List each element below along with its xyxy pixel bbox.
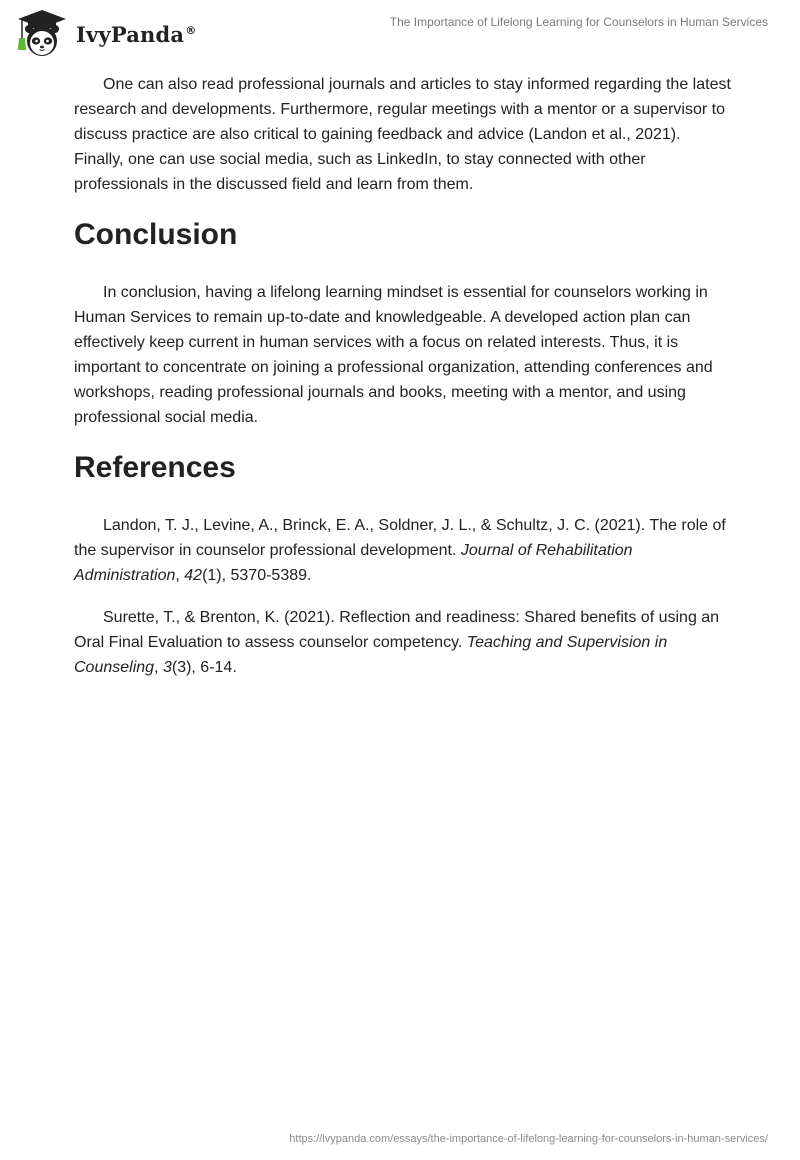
logo-text (76, 22, 196, 47)
reference-volume: 3 (162, 659, 172, 676)
panda-graduate-icon (14, 8, 70, 58)
reference-journal: Journal of Rehabilitation Administration (74, 542, 633, 584)
reference-separator: , (175, 567, 185, 584)
registered-mark: ® (185, 23, 197, 37)
source-url[interactable]: https://ivypanda.com/essays/the-importance-of-lifelong-learning-for-counselors-in-human-services/ (289, 1133, 768, 1145)
reference-issue-pages: (3), 6-14. (171, 659, 237, 676)
reference-entry (74, 605, 734, 680)
reference-entry (74, 513, 734, 588)
conclusion-paragraph: In conclusion, having a lifelong learning mindset is essential for counselors working in Human Services to remain up-to-date and knowledgeable. A developed action plan can effectively keep current in human services with a focus on related interests. Thus, it is important to concentrate on joining a professional organization, attending conferences and workshops, reading professional journals and books, meeting with a mentor, and using professional social media. (74, 284, 713, 426)
document-title: The Importance of Lifelong Learning for Counselors in Human Services (389, 15, 768, 29)
document-body (74, 70, 734, 680)
logo-wordmark: IvyPanda (76, 21, 185, 47)
page-header (0, 0, 800, 64)
references-heading: References (74, 451, 236, 484)
reference-authors-title: Landon, T. J., Levine, A., Brinck, E. A., Soldner, J. L., & Schultz, J. C. (2021). The role of the supervisor in counselor professional development. (74, 517, 726, 559)
conclusion-heading: Conclusion (74, 218, 238, 251)
reference-issue-pages: (1), 5370-5389. (202, 567, 312, 584)
intro-paragraph: One can also read professional journals and articles to stay informed regarding the latest research and developments. Furthermore, regular meetings with a mentor or a supervisor to discuss practice are also critical to gaining feedback and advice (Landon et al., 2021). Finally, one can use social media, such as LinkedIn, to stay connected with other professionals in the discussed field and learn from them. (74, 76, 731, 193)
reference-authors-title: Surette, T., & Brenton, K. (2021). Reflection and readiness: Shared benefits of using an Oral Final Evaluation to assess counselor competency. (74, 609, 720, 651)
reference-separator: , (154, 659, 163, 676)
ivypanda-logo[interactable] (14, 8, 204, 58)
reference-journal: Teaching and Supervision in Counseling (74, 634, 668, 676)
reference-volume: 42 (184, 567, 203, 584)
